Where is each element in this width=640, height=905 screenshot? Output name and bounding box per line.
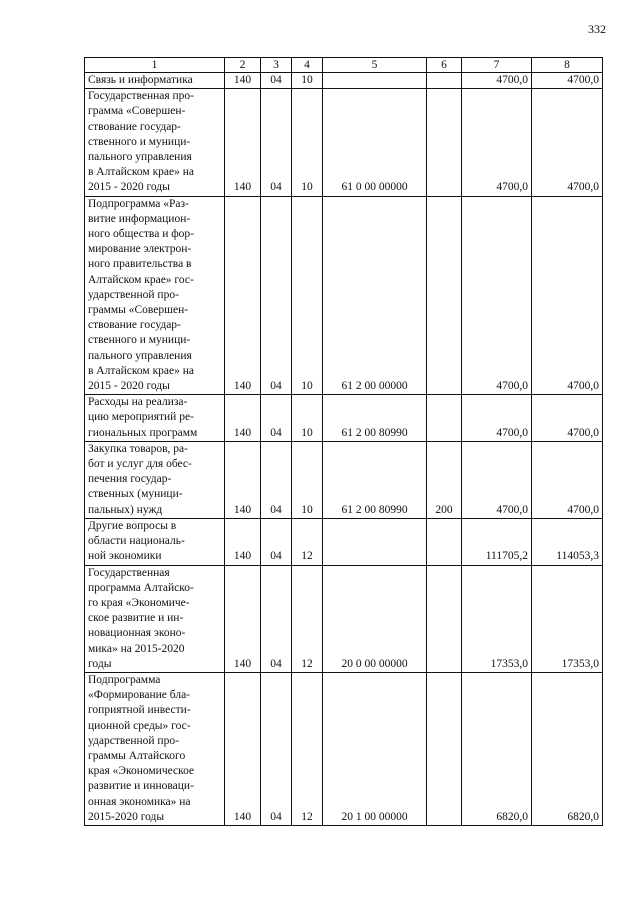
cell-name-line: бот и услуг для обес- [88, 458, 192, 471]
cell-amount-2: 4700,0 [532, 395, 603, 442]
cell-code-4: 10 [292, 441, 323, 518]
cell-name-line: пального управления [88, 349, 192, 362]
cell-name-line: гоприятной инвести- [88, 704, 191, 717]
budget-table [84, 57, 603, 826]
cell-code-4: 10 [292, 196, 323, 395]
table-row [85, 395, 603, 442]
cell-name-line: ционной среды» гос- [88, 719, 191, 732]
cell-code-2: 140 [225, 441, 261, 518]
cell-name-line: го края «Экономиче- [88, 596, 190, 609]
cell-target-code: 61 2 00 80990 [323, 395, 427, 442]
table-row [85, 672, 603, 825]
cell-expense-type: 200 [427, 441, 462, 518]
cell-expense-type [427, 518, 462, 565]
cell-name [85, 73, 225, 89]
cell-name-line: 2015 - 2020 годы [88, 181, 170, 194]
cell-name-line: граммы Алтайского [88, 749, 186, 762]
cell-name-line: Связь и информатика [88, 74, 193, 86]
cell-target-code [323, 518, 427, 565]
cell-name-line: края «Экономическое [88, 765, 195, 778]
cell-code-2: 140 [225, 89, 261, 196]
cell-name-line: грамма «Совершен- [88, 105, 186, 118]
table-row [85, 441, 603, 518]
cell-amount-1: 4700,0 [462, 395, 532, 442]
cell-name-line: ствование государ- [88, 319, 181, 332]
page-number: 332 [588, 22, 606, 36]
cell-name-line: 2015 - 2020 годы [88, 380, 170, 393]
cell-name-line: Другие вопросы в [88, 519, 177, 532]
cell-name-line: «Формирование бла- [88, 689, 191, 702]
table-row [85, 518, 603, 565]
cell-name-line: Расходы на реализа- [88, 396, 188, 409]
column-header: 8 [532, 58, 603, 73]
cell-code-4: 12 [292, 565, 323, 672]
cell-amount-1: 4700,0 [462, 73, 532, 89]
cell-name-line: в Алтайском крае» на [88, 166, 194, 179]
cell-name-line: Алтайском крае» гос- [88, 273, 194, 286]
cell-name-line: годы [88, 657, 112, 670]
cell-name [85, 196, 225, 395]
column-header: 5 [323, 58, 427, 73]
cell-target-code: 20 1 00 00000 [323, 672, 427, 825]
cell-amount-2: 4700,0 [532, 441, 603, 518]
cell-code-4: 12 [292, 518, 323, 565]
cell-name-line: Подпрограмма [88, 673, 161, 686]
cell-name-line: ударственной про- [88, 288, 179, 301]
cell-name-line: пального управления [88, 151, 192, 164]
cell-code-2: 140 [225, 395, 261, 442]
cell-code-3: 04 [261, 672, 292, 825]
cell-name-line: ной экономики [88, 550, 162, 563]
cell-name-line: мика» на 2015-2020 [88, 642, 185, 655]
cell-expense-type [427, 73, 462, 89]
cell-code-2: 140 [225, 565, 261, 672]
cell-expense-type [427, 395, 462, 442]
cell-amount-1: 4700,0 [462, 89, 532, 196]
cell-name-line: печения государ- [88, 473, 172, 486]
cell-name-line: в Алтайском крае» на [88, 364, 194, 377]
cell-code-4: 10 [292, 89, 323, 196]
cell-target-code: 61 2 00 80990 [323, 441, 427, 518]
cell-code-2: 140 [225, 73, 261, 89]
cell-amount-1: 6820,0 [462, 672, 532, 825]
cell-code-3: 04 [261, 73, 292, 89]
column-header: 2 [225, 58, 261, 73]
cell-name-line: ствование государ- [88, 120, 181, 133]
cell-name-line: ударственной про- [88, 734, 179, 747]
cell-name-line: Закупка товаров, ра- [88, 442, 188, 455]
cell-expense-type [427, 565, 462, 672]
cell-name-line: 2015-2020 годы [88, 810, 165, 823]
cell-name-line: новационная эконо- [88, 627, 186, 640]
cell-name-line: ское развитие и ин- [88, 612, 184, 625]
table-row [85, 565, 603, 672]
cell-name [85, 89, 225, 196]
cell-expense-type [427, 196, 462, 395]
cell-name-line: пальных) нужд [88, 503, 163, 516]
table-row [85, 196, 603, 395]
cell-amount-2: 17353,0 [532, 565, 603, 672]
cell-target-code: 61 0 00 00000 [323, 89, 427, 196]
cell-name-line: витие информацион- [88, 212, 191, 225]
cell-target-code [323, 73, 427, 89]
cell-name-line: Государственная про- [88, 90, 195, 103]
cell-code-3: 04 [261, 395, 292, 442]
column-header: 7 [462, 58, 532, 73]
cell-code-4: 12 [292, 672, 323, 825]
column-header: 4 [292, 58, 323, 73]
table-row [85, 89, 603, 196]
cell-name [85, 441, 225, 518]
cell-name-line: ного правительства в [88, 258, 192, 271]
column-header: 1 [85, 58, 225, 73]
cell-name-line: ного общества и фор- [88, 228, 195, 241]
cell-name-line: развитие и инноваци- [88, 780, 194, 793]
cell-name-line: Подпрограмма «Раз- [88, 197, 189, 210]
cell-name-line: ственного и муници- [88, 135, 191, 148]
table-body [85, 73, 603, 826]
cell-amount-2: 4700,0 [532, 73, 603, 89]
cell-name-line: онная экономика» на [88, 795, 191, 808]
cell-name-line: цию мероприятий ре- [88, 411, 194, 424]
cell-code-3: 04 [261, 89, 292, 196]
cell-expense-type [427, 89, 462, 196]
cell-amount-1: 4700,0 [462, 441, 532, 518]
header-row [85, 58, 603, 73]
cell-amount-2: 6820,0 [532, 672, 603, 825]
cell-code-4: 10 [292, 73, 323, 89]
cell-code-2: 140 [225, 196, 261, 395]
cell-amount-1: 17353,0 [462, 565, 532, 672]
cell-name-line: мирование электрон- [88, 243, 192, 256]
cell-name-line: ственного и муници- [88, 334, 191, 347]
cell-name [85, 518, 225, 565]
cell-expense-type [427, 672, 462, 825]
cell-code-2: 140 [225, 518, 261, 565]
cell-name-line: граммы «Совершен- [88, 304, 189, 317]
table-row [85, 73, 603, 89]
cell-code-3: 04 [261, 196, 292, 395]
cell-target-code: 61 2 00 00000 [323, 196, 427, 395]
cell-name [85, 395, 225, 442]
cell-name-line: гиональных программ [88, 426, 198, 439]
cell-name-line: программа Алтайско- [88, 581, 194, 594]
cell-name-line: области националь- [88, 535, 185, 548]
column-header: 3 [261, 58, 292, 73]
cell-code-2: 140 [225, 672, 261, 825]
cell-amount-2: 114053,3 [532, 518, 603, 565]
column-header: 6 [427, 58, 462, 73]
cell-code-4: 10 [292, 395, 323, 442]
cell-amount-1: 4700,0 [462, 196, 532, 395]
cell-amount-1: 111705,2 [462, 518, 532, 565]
cell-amount-2: 4700,0 [532, 196, 603, 395]
cell-code-3: 04 [261, 518, 292, 565]
table-header [85, 58, 603, 73]
cell-name-line: ственных (муници- [88, 488, 183, 501]
cell-code-3: 04 [261, 441, 292, 518]
cell-code-3: 04 [261, 565, 292, 672]
cell-name-line: Государственная [88, 566, 170, 579]
cell-name [85, 565, 225, 672]
cell-name [85, 672, 225, 825]
cell-target-code: 20 0 00 00000 [323, 565, 427, 672]
cell-amount-2: 4700,0 [532, 89, 603, 196]
